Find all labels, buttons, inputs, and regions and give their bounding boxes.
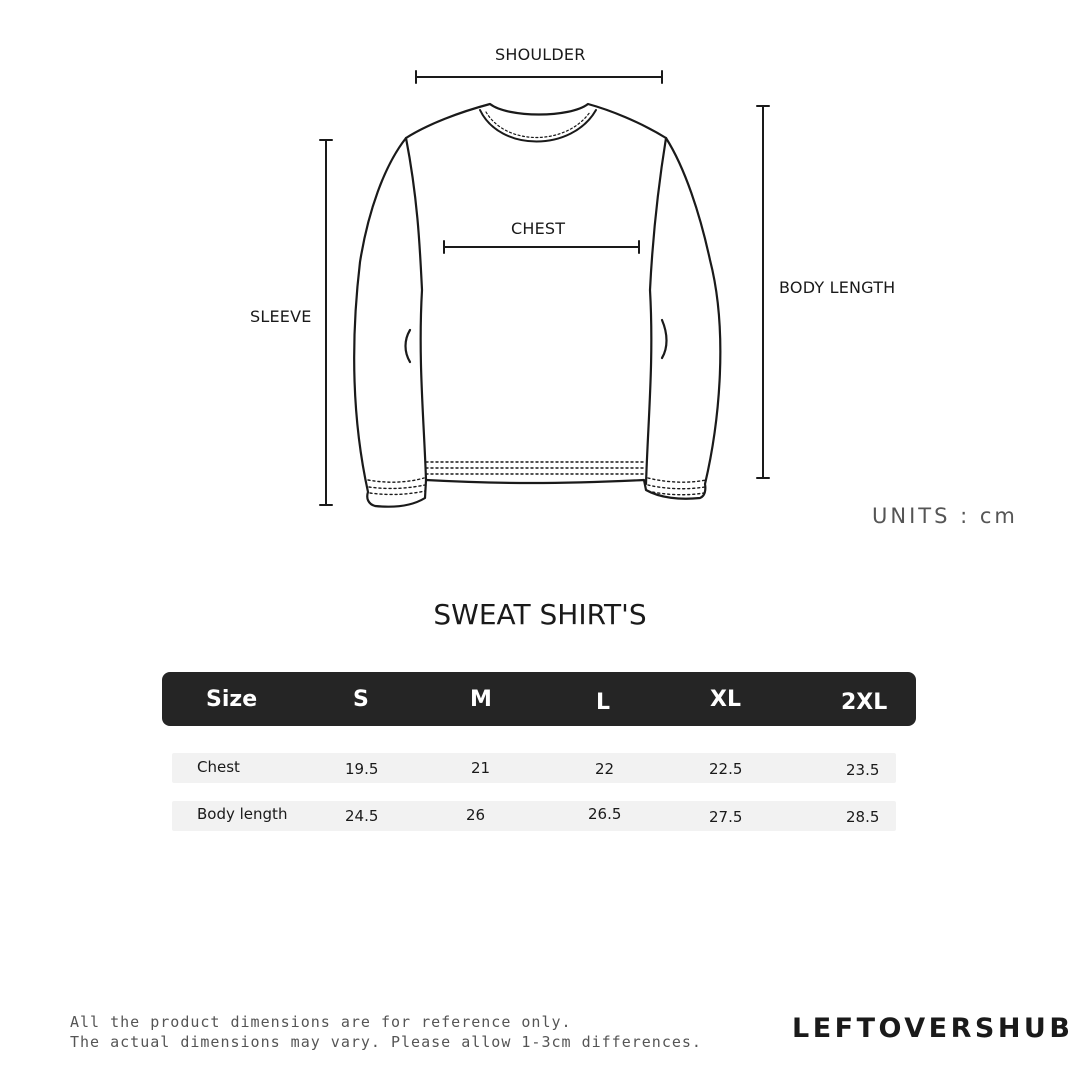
right-armhole-seam — [646, 138, 666, 484]
table-row-chest — [172, 753, 896, 783]
row-label: Body length — [197, 805, 288, 823]
right-cuff-rib — [648, 478, 706, 482]
disclaimer-text — [70, 1012, 702, 1052]
left-cuff-rib — [368, 478, 424, 482]
left-armhole-seam — [406, 138, 426, 480]
table-cell: 22 — [595, 760, 615, 778]
header-cell-size: Size — [206, 687, 258, 712]
header-cell-xl: XL — [710, 687, 741, 712]
table-cell: 28.5 — [846, 808, 880, 826]
units-label: UNITS : cm — [872, 504, 1018, 528]
table-cell: 27.5 — [709, 808, 743, 826]
brand-logo-text: LEFTOVERSHUB — [792, 1013, 1074, 1044]
table-cell: 24.5 — [345, 807, 379, 825]
table-cell: 23.5 — [846, 761, 880, 779]
sleeve-label: SLEEVE — [250, 307, 312, 326]
table-cell: 26 — [466, 806, 486, 824]
table-cell: 19.5 — [345, 760, 379, 778]
header-cell-l: L — [596, 690, 611, 715]
header-cell-m: M — [470, 687, 492, 712]
chest-label: CHEST — [511, 219, 566, 238]
chest-measure-line — [444, 241, 639, 253]
size-table-header — [162, 672, 916, 726]
table-cell: 21 — [471, 759, 491, 777]
disclaimer-line-2: The actual dimensions may vary. Please allow 1-3cm differences. — [70, 1033, 702, 1051]
sleeve-measure-line — [320, 140, 332, 505]
shoulder-label: SHOULDER — [495, 45, 586, 64]
sweatshirt-outline — [354, 104, 720, 507]
body-length-measure-line — [757, 106, 769, 478]
header-cell-s: S — [353, 687, 369, 712]
header-cell-2xl: 2XL — [841, 690, 888, 715]
table-row-body-length — [172, 801, 896, 831]
chart-title: SWEAT SHIRT'S — [433, 598, 647, 631]
body-length-label: BODY LENGTH — [779, 278, 896, 297]
disclaimer-line-1: All the product dimensions are for reference only. — [70, 1013, 572, 1031]
row-label: Chest — [197, 758, 240, 776]
table-cell: 22.5 — [709, 760, 743, 778]
shoulder-measure-line — [416, 71, 662, 83]
table-cell: 26.5 — [588, 805, 622, 823]
